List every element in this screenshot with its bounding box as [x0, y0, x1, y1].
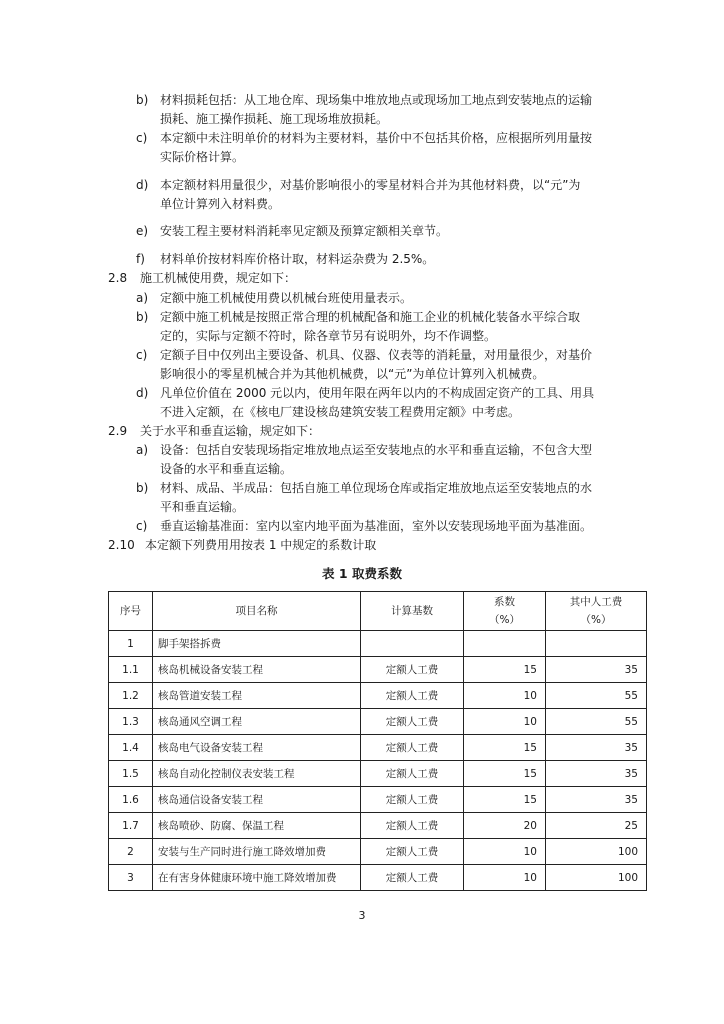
cell-labor-share: 100	[546, 839, 647, 865]
cell-coefficient: 10	[464, 683, 546, 709]
cell-basis: 定额人工费	[361, 839, 464, 865]
cell-item-name: 安装与生产同时进行施工降效增加费	[153, 839, 361, 865]
fee-coefficient-table	[108, 591, 647, 891]
paragraph-line: 定额中施工机械是按照正常合理的机械配备和施工企业的机械化装备水平综合取	[160, 310, 581, 324]
cell-coefficient: 10	[464, 709, 546, 735]
paragraph-line: 材料单价按材料库价格计取，材料运杂费为 2.5%。	[160, 252, 435, 266]
list-marker: d)	[136, 386, 149, 400]
header-coef-unit: （%）	[489, 614, 520, 626]
list-marker: c)	[136, 131, 148, 145]
cell-no: 3	[109, 865, 153, 891]
list-marker: c)	[136, 519, 148, 533]
header-basis: 计算基数	[361, 592, 464, 631]
paragraph-line: 影响很小的零星机械合并为其他机械费，以“元”为单位计算列入机械费。	[160, 367, 545, 381]
paragraph-line: 平和垂直运输。	[160, 500, 245, 514]
cell-basis: 定额人工费	[361, 787, 464, 813]
paragraph-line: 定的，实际与定额不符时，除各章节另有说明外，均不作调整。	[160, 329, 497, 343]
table-row	[109, 813, 647, 839]
paragraph-line: 设备的水平和垂直运输。	[160, 462, 293, 476]
cell-no: 1.5	[109, 761, 153, 787]
cell-labor-share: 35	[546, 657, 647, 683]
cell-coefficient	[464, 631, 546, 657]
cell-item-name: 核岛自动化控制仪表安装工程	[153, 761, 361, 787]
list-marker: c)	[136, 348, 148, 362]
paragraph-line: 定额子目中仅列出主要设备、机具、仪器、仪表等的消耗量，对用量很少，对基价	[160, 348, 593, 362]
cell-basis: 定额人工费	[361, 813, 464, 839]
table-row	[109, 787, 647, 813]
table-caption: 表 1 取费系数	[322, 566, 402, 581]
cell-basis: 定额人工费	[361, 735, 464, 761]
list-marker: b)	[136, 93, 149, 107]
table-row	[109, 839, 647, 865]
section-number: 2.9	[108, 424, 128, 438]
header-labor-unit: （%）	[580, 614, 612, 626]
cell-coefficient: 15	[464, 761, 546, 787]
cell-labor-share: 55	[546, 683, 647, 709]
table-body	[109, 631, 647, 891]
cell-labor-share: 35	[546, 735, 647, 761]
cell-item-name: 脚手架搭拆费	[153, 631, 361, 657]
paragraph-line: 不进入定额，在《核电厂建设核岛建筑安装工程费用定额》中考虑。	[160, 405, 521, 419]
paragraph-line: 垂直运输基准面：室内以室内地平面为基准面，室外以安装现场地平面为基准面。	[160, 519, 593, 533]
cell-no: 1	[109, 631, 153, 657]
cell-basis: 定额人工费	[361, 761, 464, 787]
paragraph-line: 实际价格计算。	[160, 150, 245, 164]
paragraph-line: 凡单位价值在 2000 元以内，使用年限在两年以内的不构成固定资产的工具、用具	[160, 386, 595, 400]
cell-labor-share: 35	[546, 761, 647, 787]
header-coef	[464, 592, 546, 631]
section-title: 本定额下列费用用按表 1 中规定的系数计取	[145, 538, 377, 552]
table-row	[109, 735, 647, 761]
section-title: 施工机械使用费，规定如下：	[140, 271, 297, 285]
cell-no: 1.6	[109, 787, 153, 813]
table-row	[109, 709, 647, 735]
paragraph-line: 设备：包括自安装现场指定堆放地点运至安装地点的水平和垂直运输，不包含大型	[160, 443, 593, 457]
cell-basis: 定额人工费	[361, 865, 464, 891]
paragraph-line: 本定额材料用量很少，对基价影响很小的零星材料合并为其他材料费，以“元”为	[160, 178, 581, 192]
cell-no: 1.3	[109, 709, 153, 735]
cell-coefficient: 15	[464, 787, 546, 813]
cell-basis	[361, 631, 464, 657]
paragraph-line: 材料、成品、半成品：包括自施工单位现场仓库或指定堆放地点运至安装地点的水	[160, 481, 593, 495]
cell-no: 2	[109, 839, 153, 865]
cell-coefficient: 10	[464, 839, 546, 865]
cell-basis: 定额人工费	[361, 683, 464, 709]
cell-no: 1.4	[109, 735, 153, 761]
cell-coefficient: 20	[464, 813, 546, 839]
cell-labor-share: 55	[546, 709, 647, 735]
section-number: 2.10	[108, 538, 135, 552]
table-row	[109, 657, 647, 683]
header-labor	[546, 592, 647, 631]
table-header-row	[109, 592, 647, 631]
cell-labor-share: 100	[546, 865, 647, 891]
table-row	[109, 631, 647, 657]
list-marker: a)	[136, 443, 149, 457]
cell-coefficient: 15	[464, 735, 546, 761]
cell-basis: 定额人工费	[361, 657, 464, 683]
list-marker: b)	[136, 310, 149, 324]
section-title: 关于水平和垂直运输，规定如下：	[140, 424, 321, 438]
paragraph-line: 安装工程主要材料消耗率见定额及预算定额相关章节。	[160, 224, 449, 238]
paragraph-line: 损耗、施工操作损耗、施工现场堆放损耗。	[160, 112, 389, 126]
cell-coefficient: 15	[464, 657, 546, 683]
cell-item-name: 在有害身体健康环境中施工降效增加费	[153, 865, 361, 891]
page-number: 3	[358, 909, 366, 922]
cell-item-name: 核岛通信设备安装工程	[153, 787, 361, 813]
list-marker: e)	[136, 224, 149, 238]
list-marker: f)	[136, 252, 145, 266]
header-labor-label: 其中人工费	[569, 596, 623, 608]
cell-no: 1.1	[109, 657, 153, 683]
paragraph-line: 定额中施工机械使用费以机械台班使用量表示。	[160, 291, 413, 305]
table-row	[109, 761, 647, 787]
cell-basis: 定额人工费	[361, 709, 464, 735]
cell-item-name: 核岛机械设备安装工程	[153, 657, 361, 683]
table-row	[109, 865, 647, 891]
cell-item-name: 核岛喷砂、防腐、保温工程	[153, 813, 361, 839]
cell-item-name: 核岛管道安装工程	[153, 683, 361, 709]
cell-no: 1.2	[109, 683, 153, 709]
list-marker: b)	[136, 481, 149, 495]
paragraph-line: 本定额中未注明单价的材料为主要材料，基价中不包括其价格，应根据所列用量按	[160, 131, 593, 145]
header-name: 项目名称	[153, 592, 361, 631]
cell-item-name: 核岛通风空调工程	[153, 709, 361, 735]
cell-labor-share	[546, 631, 647, 657]
table-row	[109, 683, 647, 709]
list-marker: a)	[136, 291, 149, 305]
paragraph-line: 单位计算列入材料费。	[160, 197, 281, 211]
paragraph-line: 材料损耗包括：从工地仓库、现场集中堆放地点或现场加工地点到安装地点的运输	[160, 93, 593, 107]
header-coef-label: 系数	[494, 596, 515, 608]
section-number: 2.8	[108, 271, 128, 285]
header-no: 序号	[109, 592, 153, 631]
cell-labor-share: 25	[546, 813, 647, 839]
cell-no: 1.7	[109, 813, 153, 839]
cell-coefficient: 10	[464, 865, 546, 891]
cell-item-name: 核岛电气设备安装工程	[153, 735, 361, 761]
list-marker: d)	[136, 178, 149, 192]
cell-labor-share: 35	[546, 787, 647, 813]
